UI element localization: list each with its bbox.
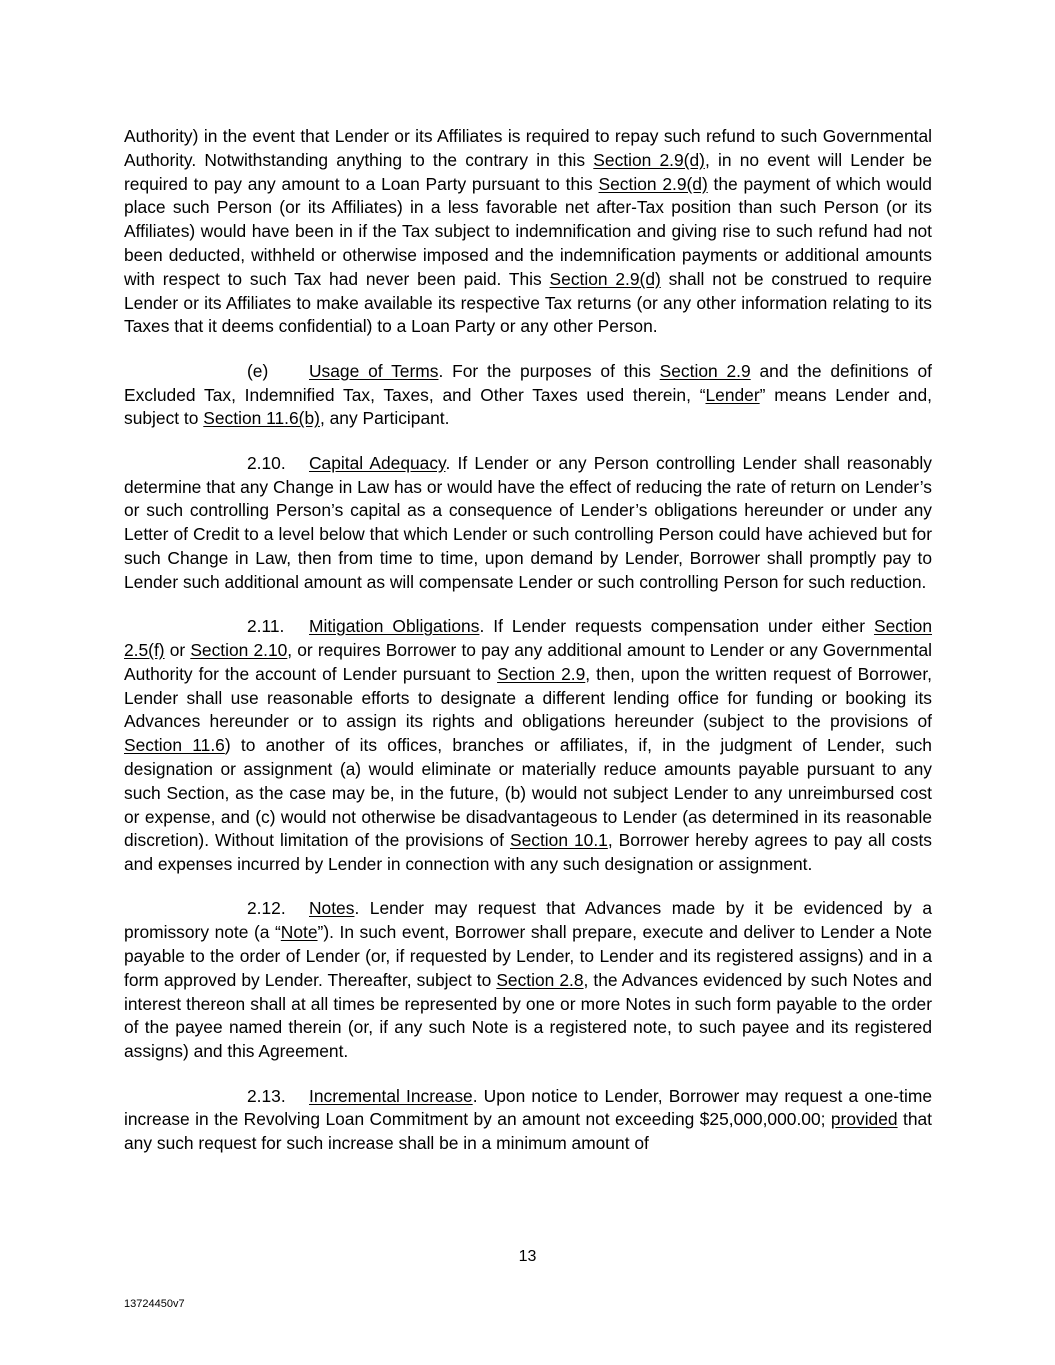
text: , any Participant. [319, 408, 450, 429]
paragraph-2-9-d-continued [124, 125, 932, 339]
section-number: 2.10. [247, 452, 286, 473]
document-id: 13724450v7 [124, 1298, 185, 1310]
section-number: 2.11. [247, 616, 285, 637]
text: ) to another of its offices, branches or affiliates, if, in the judgment of Lender, such designation or assignment (a) would eliminate or materially reduce amounts payable pursuant to any such Section, as the case may be, in the future, (b) would not subject Lender to any unreimbursed cost or expense, and (c) would not otherwise be disadvantageous to Lender (as determined in its reasonable discretion). Without limitation of the provisions of [124, 735, 932, 851]
paragraph-number: (e) [247, 360, 269, 381]
section-heading: Capital Adequacy [309, 452, 446, 473]
text: . If Lender or any Person controlling Lender shall reasonably determine that any Change in Law has or would have the effect of reducing the rate of return on Lender’s or such controlling Person’s capital as a consequence of Lender’s obligations hereunder or under any Letter of Credit to a level below that which Lender or such controlling Person could have achieved but for such Change in Law, then from time to time, upon demand by Lender, Borrower shall promptly pay to Lender such additional amount as will compensate Lender or such controlling Person for such reduction. [124, 452, 932, 592]
text: Authority) in the event that Lender or its Affiliates is required to repay such refund to such Governmental Authority. Notwithstanding anything to the contrary in this [124, 126, 932, 170]
body-text [124, 125, 932, 1177]
defined-term: Note [280, 922, 318, 943]
text: the payment of which would place such Person (or its Affiliates) in a less favorable net after-Tax position than such Person (or its Affiliates) would have been in if the Tax subject to indemnification and giving rise to such refund had not been deducted, withheld or otherwise imposed and the indemnification payments or additional amounts with respect to such Tax had never been paid. This [124, 173, 932, 289]
text: ”). In such event, Borrower shall prepare, execute and deliver to Lender a Note payable to the order of Lender (or, if requested by Lender, to Lender and its registered assigns) and in a form approved by Lender. Thereafter, subject to [124, 922, 933, 990]
text: , Borrower hereby agrees to pay all costs and expenses incurred by Lender in connection with any such designation or assignment. [124, 830, 932, 875]
page-number: 13 [518, 1248, 537, 1265]
section-2-11 [124, 615, 932, 877]
section-heading: Incremental Increase [309, 1085, 473, 1106]
text: , the Advances evidenced by such Notes and interest thereon shall at all times be represented by one or more Notes in such form payable to the order of the payee named therein (or, if any such Note is a registered note, to such payee and its registered assigns) and this Agreement. [124, 969, 933, 1062]
section-number: 2.13. [247, 1085, 286, 1106]
section-reference: Section 2.5(f) [124, 616, 932, 660]
section-2-12 [124, 897, 932, 1064]
section-heading: Mitigation Obligations [309, 616, 480, 637]
text: , in no event will Lender be required to pay any amount to a Loan Party pursuant to this [124, 149, 932, 194]
section-heading: Notes [309, 898, 355, 919]
text: that any such request for such increase shall be in a minimum amount of [124, 1109, 932, 1154]
text: . Upon notice to Lender, Borrower may request a one-time increase in the Revolving Loan Commitment by an amount not exceeding $25,000,000.00; [124, 1085, 932, 1130]
text: , then, upon the written request of Borrower, Lender shall use reasonable efforts to designate a different lending office for funding or booking its Advances hereunder or to assign its rights and obligations hereunder (subject to the provisions of [124, 663, 932, 732]
paragraph-2-9-e [124, 360, 932, 431]
section-reference: Section 2.10 [190, 639, 288, 660]
section-reference: Section 2.9(d) [593, 149, 705, 170]
text: . For the purposes of this [438, 360, 660, 381]
section-reference: Section 10.1 [510, 830, 608, 851]
text: , or requires Borrower to pay any additional amount to Lender or any Governmental Authority for the account of Lender pursuant to [124, 639, 932, 684]
proviso-term: provided [830, 1109, 898, 1130]
text: and the definitions of Excluded Tax, Indemnified Tax, Taxes, and Other Taxes used therein, “ [124, 360, 932, 405]
paragraph-heading: Usage of Terms [309, 360, 439, 381]
section-reference: Section 2.9(d) [549, 268, 661, 289]
text: or [164, 639, 191, 660]
section-reference: Section 2.9 [497, 663, 586, 684]
text: ” means Lender and, subject to [124, 384, 932, 429]
section-2-10 [124, 452, 932, 595]
section-reference: Section 11.6 [124, 735, 225, 756]
text: . If Lender requests compensation under either [479, 616, 874, 637]
text: shall not be construed to require Lender or its Affiliates to make available its respective Tax returns (or any other information relating to its Taxes that it deems confidential) to a Loan Party or any other Person. [124, 268, 932, 337]
section-reference: Section 2.8 [496, 969, 584, 990]
section-reference: Section 2.9 [659, 360, 751, 381]
defined-term: Lender [705, 384, 760, 405]
section-number: 2.12. [247, 898, 286, 919]
text: . Lender may request that Advances made by it be evidenced by a promissory note (a “ [124, 898, 932, 943]
section-2-13 [124, 1085, 932, 1156]
section-reference: Section 2.9(d) [598, 173, 708, 194]
section-reference: Section 11.6(b) [203, 408, 320, 429]
